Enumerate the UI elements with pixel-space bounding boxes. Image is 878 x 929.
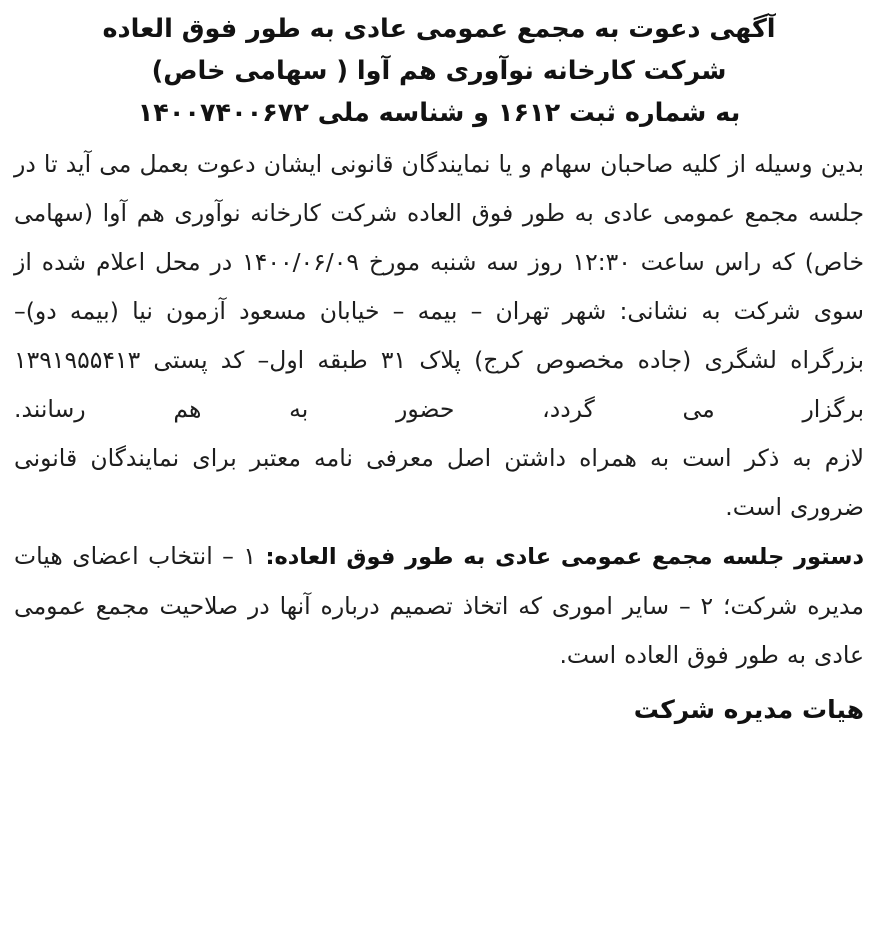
agenda-items-text: ۱ – انتخاب اعضای هیات مدیره شرکت؛ ۲ – سایر اموری که اتخاذ تصمیم درباره آنها در صلاحیت مجمع عمومی عادی به طور فوق العاده است. <box>14 542 864 669</box>
document-title-block <box>14 8 864 134</box>
title-line-2: شرکت کارخانه نوآوری هم آوا ( سهامی خاص) <box>151 56 727 86</box>
agenda-heading: دستور جلسه مجمع عمومی عادی به طور فوق العاده: <box>265 544 864 570</box>
title-line-1: آگهی دعوت به مجمع عمومی عادی به طور فوق العاده <box>102 14 776 44</box>
signature-board-of-directors: هیات مدیره شرکت <box>633 695 864 724</box>
agenda-paragraph <box>14 532 864 680</box>
body-paragraph-note: لازم به ذکر است به همراه داشتن اصل معرفی نامه معتبر برای نمایندگان قانونی ضروری است. <box>14 444 864 521</box>
body-paragraph-invitation: بدین وسیله از کلیه صاحبان سهام و یا نمایندگان قانونی ایشان دعوت بعمل می آید تا در جلسه مجمع عمومی عادی به طور فوق العاده شرکت کارخانه نوآوری هم آوا (سهامی خاص) که راس ساعت ۱۲:۳۰ روز سه شنبه مورخ ۱۴۰۰/۰۶/۰۹ در محل اعلام شده از سوی شرکت به نشانی: شهر تهران – بیمه – خیابان مسعود آزمون نیا (بیمه دو)– بزرگراه لشگری (جاده مخصوص کرج) پلاک ۳۱ طبقه اول– کد پستی ۱۳۹۱۹۵۵۴۱۳ برگزار می گردد، حضور به هم رسانند. <box>14 150 864 423</box>
title-line-3: به شماره ثبت ۱۶۱۲ و شناسه ملی ۱۴۰۰۷۴۰۰۶۷۲ <box>137 98 741 128</box>
